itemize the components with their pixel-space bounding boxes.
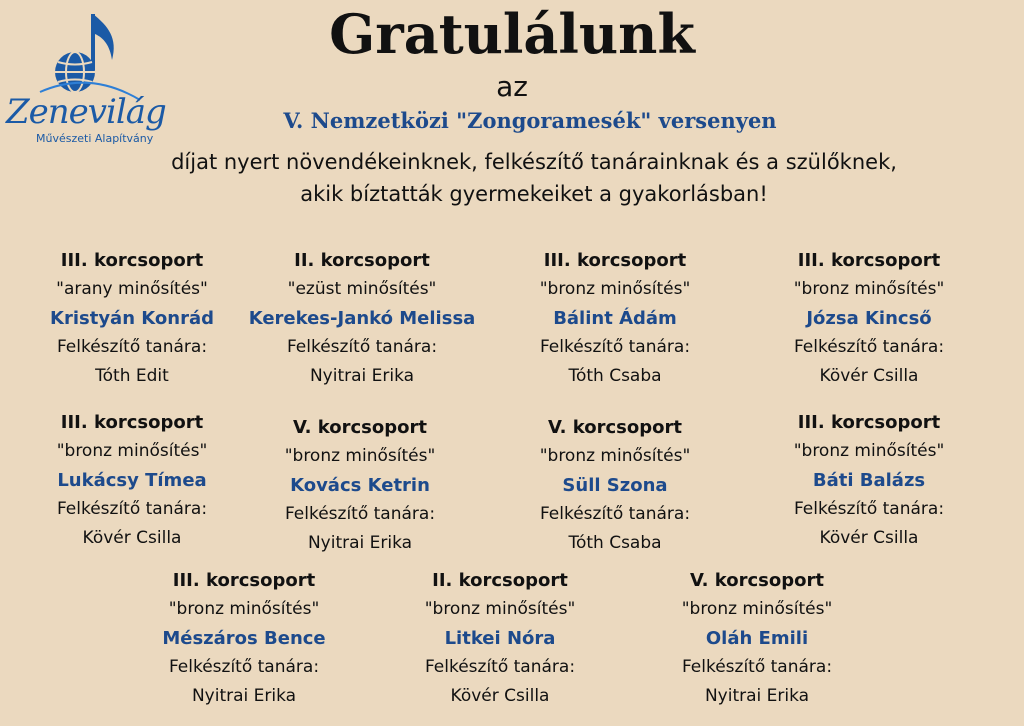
student-name: Báti Balázs	[812, 470, 926, 491]
teacher-label: Felkészítő tanára:	[424, 657, 576, 677]
teacher-label: Felkészítő tanára:	[168, 657, 320, 677]
winner-entry	[485, 246, 745, 391]
teacher-name: Kövér Csilla	[82, 528, 182, 548]
teacher-label: Felkészítő tanára:	[793, 499, 945, 519]
student-name: Józsa Kincső	[806, 308, 932, 329]
student-name: Kerekes-Jankó Melissa	[248, 308, 476, 329]
student-name: Oláh Emili	[705, 628, 809, 649]
rating: "bronz minősítés"	[793, 441, 945, 461]
teacher-label: Felkészítő tanára:	[56, 337, 208, 357]
rating: "arany minősítés"	[56, 279, 208, 299]
rating: "bronz minősítés"	[681, 599, 833, 619]
rating: "bronz minősítés"	[793, 279, 945, 299]
teacher-label: Felkészítő tanára:	[539, 504, 691, 524]
winner-entry	[230, 413, 490, 558]
winner-entry	[370, 566, 630, 711]
age-group: II. korcsoport	[432, 570, 568, 591]
age-group: III. korcsoport	[543, 250, 687, 271]
winner-entry	[739, 246, 999, 391]
logo-subtitle: Művészeti Alapítvány	[36, 132, 154, 145]
connector-text: az	[496, 70, 528, 103]
teacher-name: Tóth Csaba	[568, 366, 662, 386]
teacher-name: Nyitrai Erika	[309, 366, 415, 386]
age-group: II. korcsoport	[294, 250, 430, 271]
age-group: III. korcsoport	[172, 570, 316, 591]
teacher-label: Felkészítő tanára:	[681, 657, 833, 677]
rating: "ezüst minősítés"	[287, 279, 437, 299]
message-line-2: akik bíztatták gyermekeiket a gyakorlásban!	[300, 182, 768, 206]
winner-entry	[2, 408, 262, 553]
winner-entry	[485, 413, 745, 558]
teacher-label: Felkészítő tanára:	[56, 499, 208, 519]
age-group: V. korcsoport	[293, 417, 427, 438]
teacher-label: Felkészítő tanára:	[286, 337, 438, 357]
student-name: Litkei Nóra	[444, 628, 556, 649]
winner-entry	[627, 566, 887, 711]
teacher-name: Nyitrai Erika	[307, 533, 413, 553]
teacher-name: Tóth Edit	[95, 366, 169, 386]
logo-wordmark: Zenevilág	[6, 92, 166, 132]
rating: "bronz minősítés"	[56, 441, 208, 461]
age-group: V. korcsoport	[690, 570, 824, 591]
rating: "bronz minősítés"	[539, 446, 691, 466]
teacher-name: Kövér Csilla	[819, 528, 919, 548]
contest-name: V. Nemzetközi "Zongoramesék" versenyen	[283, 108, 777, 133]
teacher-name: Kövér Csilla	[450, 686, 550, 706]
teacher-name: Kövér Csilla	[819, 366, 919, 386]
teacher-name: Tóth Csaba	[568, 533, 662, 553]
age-group: III. korcsoport	[797, 250, 941, 271]
page-title: Gratulálunk	[329, 2, 695, 66]
student-name: Lukácsy Tímea	[57, 470, 207, 491]
teacher-name: Nyitrai Erika	[704, 686, 810, 706]
rating: "bronz minősítés"	[539, 279, 691, 299]
rating: "bronz minősítés"	[284, 446, 436, 466]
student-name: Kristyán Konrád	[50, 308, 214, 329]
rating: "bronz minősítés"	[424, 599, 576, 619]
student-name: Mészáros Bence	[162, 628, 326, 649]
student-name: Süll Szona	[562, 475, 668, 496]
age-group: III. korcsoport	[797, 412, 941, 433]
rating: "bronz minősítés"	[168, 599, 320, 619]
age-group: III. korcsoport	[60, 412, 204, 433]
teacher-name: Nyitrai Erika	[191, 686, 297, 706]
student-name: Bálint Ádám	[553, 308, 677, 329]
winner-entry	[232, 246, 492, 391]
age-group: V. korcsoport	[548, 417, 682, 438]
teacher-label: Felkészítő tanára:	[793, 337, 945, 357]
teacher-label: Felkészítő tanára:	[539, 337, 691, 357]
winner-entry	[114, 566, 374, 711]
winner-entry	[2, 246, 262, 391]
student-name: Kovács Ketrin	[290, 475, 430, 496]
age-group: III. korcsoport	[60, 250, 204, 271]
teacher-label: Felkészítő tanára:	[284, 504, 436, 524]
winner-entry	[739, 408, 999, 553]
message-line-1: díjat nyert növendékeinknek, felkészítő tanárainknak és a szülőknek,	[171, 150, 897, 174]
